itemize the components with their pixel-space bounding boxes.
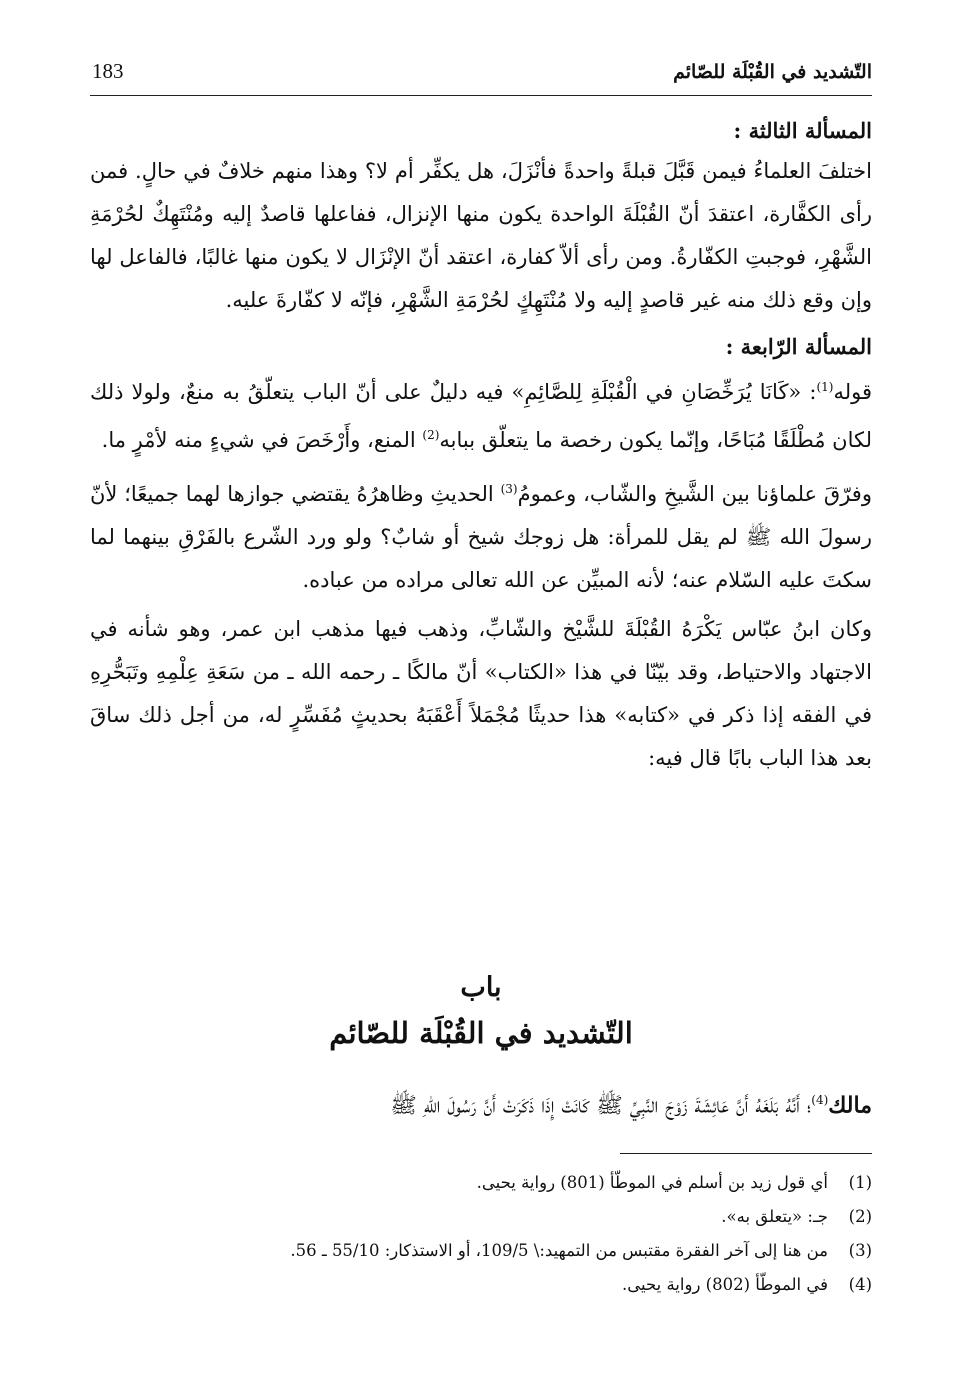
chapter-title <box>90 968 872 1058</box>
hadith-text <box>90 1080 872 1126</box>
footnote <box>90 1200 872 1234</box>
footnote-text: من هنا إلى آخر الفقرة مقتبس من التمهيد:\ 109/5، أو الاستذكار: 55/10 ـ 56. <box>290 1241 828 1260</box>
text-run: وفرّقَ علماؤنا بين الشَّيخِ والشّاب، وعمومُ <box>517 482 872 506</box>
footnotes <box>90 1166 872 1302</box>
chapter-label: باب <box>460 972 502 1003</box>
page-header <box>90 55 872 96</box>
section-heading-3: المسألة الثالثة : <box>733 118 872 143</box>
footnote-number: (4) <box>848 1275 872 1294</box>
footnote-divider <box>620 1153 872 1154</box>
paragraph-4-2 <box>90 468 872 602</box>
footnote <box>90 1268 872 1302</box>
footnote-text: أي قول زيد بن أسلم في الموطّأ (801) رواية يحيى. <box>476 1173 828 1192</box>
footnote-text: في الموطّأ (802) رواية يحيى. <box>621 1275 828 1294</box>
footnote <box>90 1166 872 1200</box>
section-heading-4: المسألة الرّابعة : <box>725 334 872 359</box>
page-number: 183 <box>92 59 124 83</box>
footnote <box>90 1234 872 1268</box>
chapter-name: التّشديد في القُبْلَة للصّائم <box>329 1016 633 1050</box>
hadith-speaker: مالك <box>828 1092 872 1119</box>
paragraph-4-3: وكان ابنُ عبّاس يَكْرَهُ القُبْلَةَ للشَّيْخ والشّابِّ، وذهب فيها مذهب ابن عمر، وهو شأنه في الاجتهاد والاحتياط، وقد بيّنّا في هذا «الكتاب» أنّ مالكًا ـ رحمه الله ـ من سَعَةِ عِلْمِهِ وتَبَحُّرِهِ في الفقه إذا ذكر في «كتابه» هذا حديثًا مُجْمَلاً أَعْقَبَهُ بحديثٍ مُفَسِّرٍ له، من أجل ذلك ساقَ بعد هذا الباب بابًا قال فيه: <box>90 617 872 770</box>
footnote-ref-3: (3) <box>500 482 518 496</box>
footnote-ref-2: (2) <box>422 428 440 442</box>
footnote-text: جـ: «يتعلق به». <box>721 1207 828 1226</box>
footnote-number: (1) <box>848 1173 872 1192</box>
main-text <box>90 112 872 786</box>
footnote-ref-4: (4) <box>811 1093 829 1107</box>
paragraph-4-1 <box>90 366 872 462</box>
text-run: : «كَانَا يُرَخِّصَانِ في الْقُبْلَةِ لِلصَّائِمِ» فيه دليلٌ على أنّ الباب يتعلّقُ به منعٌ، ولولا ذلك لكان مُطْلَقًا مُبَاحًا، وإنّما يكون رخصة ما يتعلّق ببابه <box>90 380 872 452</box>
hadith-body: ؛ أَنَّهُ بَلَغَهُ أَنَّ عَائِشَةَ زَوْجَ النَّبِيِّ ﷺ كَانَتْ إِذَا ذَكَرَتْ أَنَّ رَسُولَ اللهِ ﷺ <box>390 1093 812 1119</box>
text-run: قوله <box>833 380 872 404</box>
footnote-ref-1: (1) <box>816 380 834 394</box>
footnote-number: (3) <box>848 1241 872 1260</box>
paragraph-3-1: اختلفَ العلماءُ فيمن قَبَّلَ قبلةً واحدةً فأنْزَلَ، هل يكفِّر أم لا؟ وهذا منهم خلافٌ في حالٍ. فمن رأى الكفَّارة، اعتقدَ أنّ القُبْلَةَ الواحدة يكون منها الإنزال، ففاعلها قاصدٌ إليه ومُنْتَهِكٌ لحُرْمَةِ الشَّهْرِ، فوجبتِ الكفّارةُ. ومن رأى ألاّ كفارة، اعتقد أنّ الإنْزَال لا يكون منها غالبًا، فالفاعل لها وإن وقع ذلك منه غير قاصدٍ إليه ولا مُنْتَهِكٍ لحُرْمَةِ الشَّهْرِ، فإنّه لا كفّارةَ عليه. <box>90 159 872 312</box>
running-title: التّشديد في القُبْلَة للصّائم <box>673 61 872 83</box>
footnote-number: (2) <box>848 1207 872 1226</box>
text-run: المنع، وأَرْخَصَ في شيءٍ منه لأمْرٍ ما. <box>101 428 423 452</box>
text-run: الحديثِ وظاهرُهُ يقتضي جوازها لهما جميعًا؛ لأنّ رسولَ الله ﷺ لم يقل للمرأة: هل زوجك شيخ أو شابٌ؟ ولو ورد الشّرع بالفَرْقِ بينهما لما سكتَ عليه السّلام عنه؛ لأنه المبيِّن عن الله تعالى مراده من عباده. <box>90 482 872 592</box>
